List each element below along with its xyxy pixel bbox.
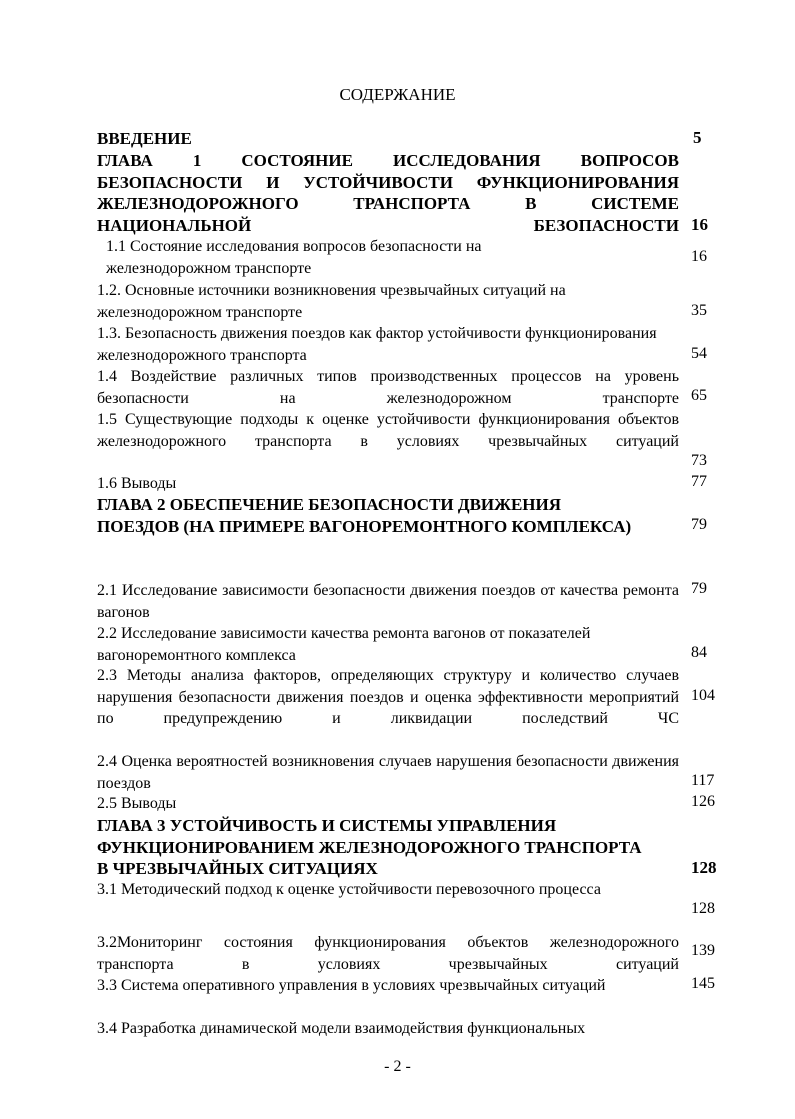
toc-page-number: 35 xyxy=(691,302,707,319)
toc-entry-text: 1.6 Выводы xyxy=(97,475,177,492)
toc-entry-text: 1.5 Существующие подходы к оценке устойчивости функционирования объектов железнодорожного транспорта в условиях чрезвычайных ситуаций xyxy=(97,411,679,450)
toc-page-number: 77 xyxy=(691,473,707,490)
toc-entry-3-4 xyxy=(97,1018,679,1040)
toc-page-number: 5 xyxy=(693,128,702,147)
toc-page-number: 117 xyxy=(691,772,715,789)
toc-page-number: 16 xyxy=(691,248,707,265)
toc-page-number: 104 xyxy=(691,687,715,704)
toc-page-number: 16 xyxy=(691,215,708,234)
toc-entry-text: 2.3 Методы анализа факторов, определяющих структуру и количество случаев нарушения безопасности движения поездов и оценка эффективности мероприятий по предупреждению и ликвидации последствий ЧС xyxy=(97,667,679,727)
toc-entry-1-6 xyxy=(97,473,679,495)
toc-entry-text: 3.2Мониторинг состояния функционирования объектов железнодорожного транспорта в условиях чрезвычайных ситуаций xyxy=(97,934,679,973)
toc-page-number: 139 xyxy=(691,942,715,959)
toc-entry-3-1 xyxy=(97,879,637,901)
toc-entry-text: 1.1 Состояние исследования вопросов безопасности на железнодорожном транспорте xyxy=(106,238,482,277)
toc-page-number: 73 xyxy=(691,452,707,469)
toc-entry-text: 3.4 Разработка динамической модели взаимодействия функциональных xyxy=(97,1020,586,1037)
page-footer-number: - 2 - xyxy=(384,1058,411,1075)
toc-page-number: 84 xyxy=(691,644,707,661)
toc-entry-2-3 xyxy=(97,665,679,751)
toc-entry-text: ГЛАВА 1 СОСТОЯНИЕ ИССЛЕДОВАНИЯ ВОПРОСОВ БЕЗОПАСНОСТИ И УСТОЙЧИВОСТИ ФУНКЦИОНИРОВАНИЯ ЖЕЛЕЗНОДОРОЖНОГО ТРАНСПОРТА В СИСТЕМЕ НАЦИОНАЛЬНОЙ БЕЗОПАСНОСТИ xyxy=(97,151,679,235)
toc-entry-3-3 xyxy=(97,975,637,997)
toc-page-number: 79 xyxy=(691,516,707,533)
toc-entry-1-3 xyxy=(97,323,679,366)
toc-entry-text: 1.3. Безопасность движения поездов как фактор устойчивости функционирования железнодорожного транспорта xyxy=(97,325,657,364)
toc-entry-text: ВВЕДЕНИЕ xyxy=(97,129,192,148)
toc-entry-text: 3.3 Система оперативного управления в условиях чрезвычайных ситуаций xyxy=(97,977,606,994)
toc-entry-1-5 xyxy=(97,409,679,474)
toc-entry-text: 1.4 Воздействие различных типов производственных процессов на уровень безопасности на железнодорожном транспорте xyxy=(97,368,679,407)
toc-page-number: 65 xyxy=(691,387,707,404)
toc-page-number: 79 xyxy=(691,580,707,597)
toc-entry-1-2 xyxy=(97,280,679,323)
toc-entry-text: 1.2. Основные источники возникновения чрезвычайных ситуаций на железнодорожном транспорте xyxy=(97,282,566,321)
toc-entry-text: 2.2 Исследование зависимости качества ремонта вагонов от показателей вагоноремонтного комплекса xyxy=(97,625,591,664)
toc-entry-introduction xyxy=(97,128,679,150)
toc-entry-text: ГЛАВА 2 ОБЕСПЕЧЕНИЕ БЕЗОПАСНОСТИ ДВИЖЕНИЯ ПОЕЗДОВ (НА ПРИМЕРЕ ВАГОНОРЕМОНТНОГО КОМПЛЕКСА) xyxy=(97,495,632,536)
toc-title: СОДЕРЖАНИЕ xyxy=(339,85,456,104)
toc-entry-text: ГЛАВА 3 УСТОЙЧИВОСТЬ И СИСТЕМЫ УПРАВЛЕНИЯ ФУНКЦИОНИРОВАНИЕМ ЖЕЛЕЗНОДОРОЖНОГО ТРАНСПОРТА В ЧРЕЗВЫЧАЙНЫХ СИТУАЦИЯХ xyxy=(97,816,642,878)
toc-page-number: 128 xyxy=(691,900,715,917)
toc-page-number: 145 xyxy=(691,975,715,992)
toc-entry-text: 2.5 Выводы xyxy=(97,795,177,812)
toc-entry-chapter-2 xyxy=(97,494,637,537)
toc-entry-2-2 xyxy=(97,623,679,666)
toc-page-number: 126 xyxy=(691,793,715,810)
toc-entry-text: 2.4 Оценка вероятностей возникновения случаев нарушения безопасности движения поездов xyxy=(97,753,679,792)
toc-entry-text: 2.1 Исследование зависимости безопасности движения поездов от качества ремонта вагонов xyxy=(97,582,679,621)
toc-page-number: 54 xyxy=(691,345,707,362)
toc-entry-1-1 xyxy=(106,236,566,279)
toc-entry-text: 3.1 Методический подход к оценке устойчивости перевозочного процесса xyxy=(97,881,601,898)
toc-entry-chapter-3 xyxy=(97,815,657,880)
toc-entry-2-5 xyxy=(97,793,679,815)
toc-page-number: 128 xyxy=(691,858,717,877)
